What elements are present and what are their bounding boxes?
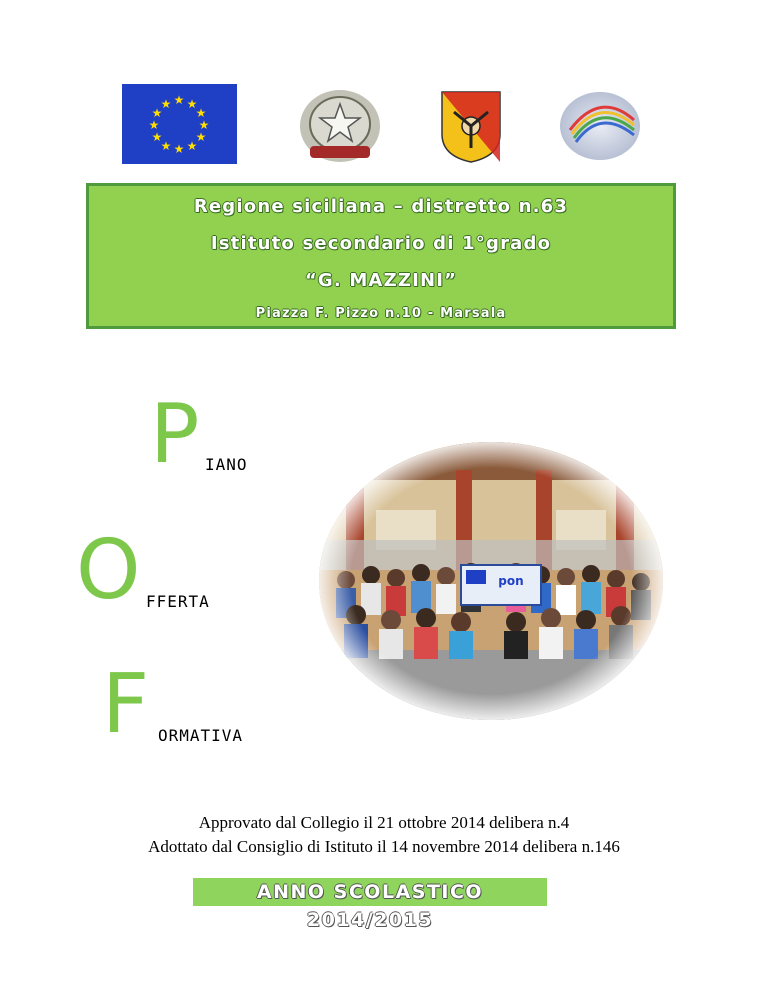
svg-text:★: ★ [198, 118, 210, 132]
region-district-line: Regione siciliana – distretto n.63 [193, 196, 569, 217]
acronym-word-offerta: FFERTA [146, 592, 210, 611]
school-type-line: Istituto secondario di 1°grado [210, 233, 552, 254]
svg-text:★: ★ [173, 142, 185, 156]
school-year-banner: ANNO SCOLASTICO 2014/2015 [193, 878, 547, 906]
italian-republic-emblem [290, 84, 390, 164]
school-name-line: “G. MAZZINI” [304, 270, 458, 291]
acronym-letter-p: P [150, 387, 200, 482]
acronym-word-piano: IANO [205, 455, 248, 474]
svg-text:★: ★ [160, 139, 172, 153]
svg-text:★: ★ [195, 106, 207, 120]
svg-text:★: ★ [151, 106, 163, 120]
svg-text:★: ★ [151, 130, 163, 144]
students-group-photo [316, 440, 666, 722]
svg-text:★: ★ [186, 139, 198, 153]
acronym-letter-f: F [102, 657, 150, 752]
svg-text:★: ★ [195, 130, 207, 144]
eu-flag-logo [122, 84, 237, 164]
svg-text:★: ★ [148, 118, 160, 132]
school-address-line: Piazza F. Pizzo n.10 - Marsala [255, 306, 507, 321]
rainbow-project-logo [558, 90, 642, 162]
adoption-consiglio: Adottato dal Consiglio di Istituto il 14 novembre 2014 delibera n.146 [148, 837, 620, 856]
svg-text:★: ★ [173, 93, 185, 107]
svg-text:★: ★ [186, 97, 198, 111]
svg-text:★: ★ [160, 97, 172, 111]
acronym-letter-o: O [76, 523, 141, 618]
approval-collegio: Approvato dal Collegio il 21 ottobre 2014 delibera n.4 [198, 813, 570, 832]
eu-stars-icon [122, 84, 237, 164]
acronym-word-formativa: ORMATIVA [158, 726, 244, 745]
school-header-box [86, 183, 676, 329]
sicily-region-coat-of-arms [440, 90, 502, 164]
